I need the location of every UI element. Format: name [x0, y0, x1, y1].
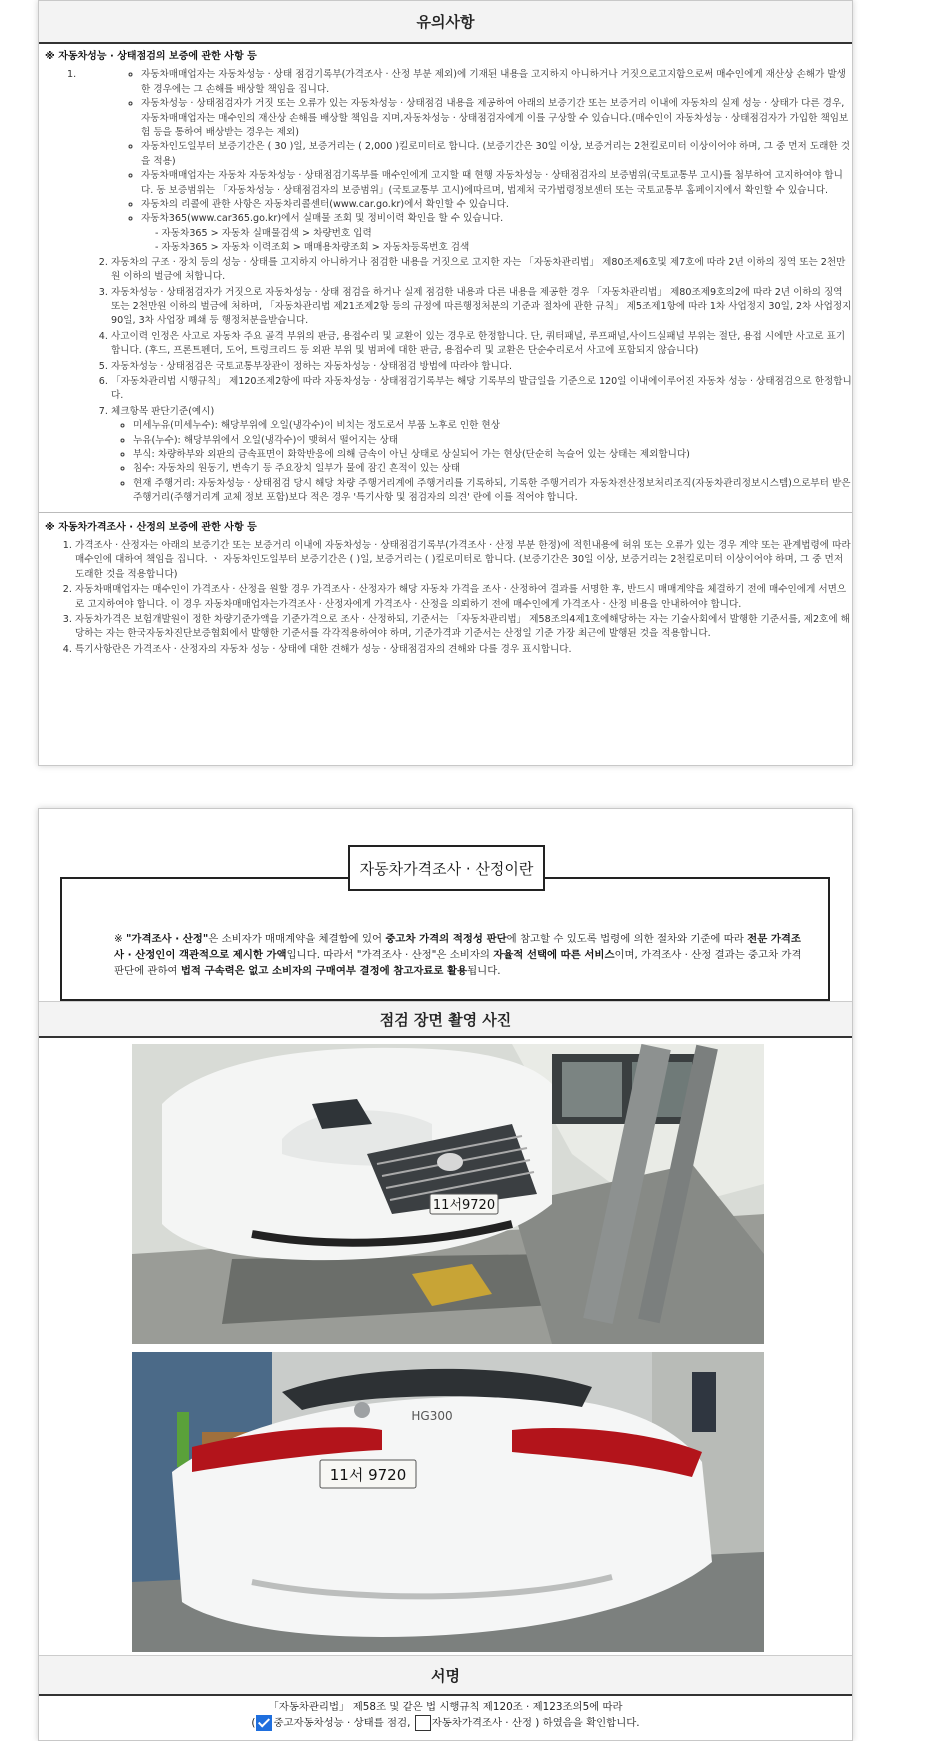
section1-item: 2. 자동차의 구조 · 장치 등의 성능 · 상태를 고지하지 아니하거나 점검한 내용을 거짓으로 고지한 자는 「자동차관리법」 제80조제6호및 제7호에 따라 2년 이하의 징역 또는 2천만원 이하의 벌금에 처합니다.: [111, 256, 852, 285]
item1-bullet: ◦ 자동차인도일부터 보증기간은 ( 30 )일, 보증거리는 ( 2,000 )킬로미터로 합니다. (보증기간은 30일 이상, 보증거리는 2천킬로미터 이상이어야 하며, 그 중 먼저 도래한 것을 적용): [141, 140, 852, 169]
section1-list: [39, 256, 852, 506]
photo-sheet: [38, 808, 853, 1741]
item1-bullet: ◦ 자동차의 리콜에 관한 사항은 자동차리콜센터(www.car.go.kr)에서 확인할 수 있습니다.: [141, 198, 852, 212]
section1-item: 6. 「자동차관리법 시행규칙」 제120조제2항에 따라 자동차성능 · 상태점검기록부는 해당 기록부의 발급일을 기준으로 120일 이내에이루어진 자동차 성능 · 상태점검으로 한정합니다.: [111, 375, 852, 404]
criteria-item: ◦ 미세누유(미세누수): 해당부위에 오일(냉각수)이 비치는 정도로서 부품 노후로 인한 현상: [133, 419, 852, 433]
rear-badge-text: HG300: [411, 1409, 453, 1423]
signature-title: 서명: [39, 1655, 852, 1696]
rear-car-photo: [132, 1352, 764, 1652]
definition-text: ※ "가격조사 · 산정"은 소비자가 매매계약을 체결함에 있어 중고차 가격의 적정성 판단에 참고할 수 있도록 법령에 의한 절차와 기준에 따라 전문 가격조사 · 산정인이 객관적으로 제시한 가액입니다. 따라서 "가격조사 · 산정"은 소비자의 자율적 선택에 따른 서비스이며, 가격조사 · 산정 결과는 중고차 가격판단에 관하여 법적 구속력은 없고 소비자의 구매여부 결정에 참고자료로 활용됩니다.: [114, 933, 802, 977]
signature-body: [39, 1695, 852, 1731]
section2-item: 2. 자동차매매업자는 매수인이 가격조사 · 산정을 원할 경우 가격조사 · 산정자가 해당 자동차 가격을 조사 · 산정하여 결과를 서명한 후, 반드시 매매계약을 체결하기 전에 매수인에게 서면으로 고지하여야 합니다. 이 경우 자동차매매업자는가격조사 · 산정자에게 가격조사 · 산정을 의뢰하기 전에 매수인에게 가격조사 · 산정 비용을 안내하여야 합니다.: [75, 583, 852, 612]
notice-title: 유의사항: [39, 1, 852, 44]
criteria-item: ◦ 부식: 차량하부와 외판의 금속표면이 화학반응에 의해 금속이 아닌 상태로 상실되어 가는 현상(단순히 녹슬어 있는 상태는 제외합니다): [133, 448, 852, 462]
section1-heading: ※ 자동차성능 · 상태점검의 보증에 관한 사항 등: [45, 51, 257, 62]
section2-item: 4. 특기사항란은 가격조사 · 산정자의 자동차 성능 · 상태에 대한 견해가 성능 · 상태점검자의 견해와 다를 경우 표시합니다.: [75, 643, 852, 657]
price-checkbox[interactable]: [415, 1715, 431, 1731]
inspection-option-label: 중고자동차성능 · 상태를 점검,: [273, 1717, 411, 1729]
section1-item: 4. 사고이력 인정은 사고로 자동차 주요 골격 부위의 판금, 용접수리 및 교환이 있는 경우로 한정합니다. 단, 쿼터패널, 루프패널,사이드실패널 부위는 절단, 용접 시에만 사고로 표기합니다. (후드, 프론트펜더, 도어, 트렁크리드 등 외판 부위 및 범퍼에 대한 판금, 용접수리 및 교환은 단순수리로서 사고에 포함되지 않습니다): [111, 330, 852, 359]
criteria-item: ◦ 누유(누수): 해당부위에서 오일(냉각수)이 맺혀서 떨어지는 상태: [133, 434, 852, 448]
section2-list: [39, 539, 852, 657]
section1-item: 3. 자동차성능 · 상태점검자가 거짓으로 자동차성능 · 상태 점검을 하거나 실제 점검한 내용과 다른 내용을 제공한 경우 「자동차관리법」 제80조제9호의2에 따라 2년 이하의 징역 또는 2천만원 이하의 벌금에 처하며, 「자동차관리법 제21조제2항 등의 규정에 따른행정처분의 기준과 절차에 관한 규칙」 제5조제1항에 따라 1차 사업정지 30일, 2차 사업정지 90일, 3차 사업장 폐쇄 등 행정처분을받습니다.: [111, 286, 852, 329]
criteria-item: ◦ 침수: 자동차의 원동기, 변속기 등 주요장치 일부가 물에 잠긴 흔적이 있는 상태: [133, 462, 852, 476]
price-option-label: 자동차가격조사 · 산정: [431, 1717, 532, 1729]
item1-bullet: [141, 212, 852, 255]
item1-bullets: [97, 68, 852, 255]
front-plate-text: 11서9720: [432, 1198, 496, 1213]
item1-bullet: ◦ 자동차매매업자는 자동차 자동차성능 · 상태점검기록부를 매수인에게 고지할 때 현행 자동차성능 · 상태점검자의 보증범위(국토교통부 고시)를 첨부하여 고지하여야 합니다. 동 보증범위는 「자동차성능 · 상태점검자의 보증범위」(국토교통부 고시)에따르며, 법제처 국가법령정보센터 또는 국토교통부 홈페이지에서 확인할 수 있습니다.: [141, 169, 852, 198]
section1-item1: [39, 68, 852, 255]
section1-item: [111, 405, 852, 506]
notice-sheet: [38, 0, 853, 766]
item1-path: - 자동차365 > 자동차 실매물검색 > 차량번호 입력: [155, 227, 372, 239]
item1-bullet: ◦ 자동차매매업자는 자동차성능 · 상태 점검기록부(가격조사 · 산정 부분 제외)에 기재된 내용을 고지하지 아니하거나 거짓으로고지함으로써 매수인에게 재산상 손해가 발생한 경우에는 그 손해를 배상할 책임을 집니다.: [141, 68, 852, 97]
front-car-photo: [132, 1044, 764, 1344]
item1-bullet: ◦ 자동차성능 · 상태점검자가 거짓 또는 오류가 있는 자동차성능 · 상태점검 내용을 제공하여 아래의 보증기간 또는 보증거리 이내에 자동차의 실제 성능 · 상태가 다른 경우, 자동차매매업자는 매수인의 재산상 손해를 배상할 책임을 지며,자동차성능 · 상태점검자에게 이를 구상할 수 있습니다.(매수인이 자동차성능 · 상태점검자가 가입한 책임보험 등을 통하여 배상받는 경우는 제외): [141, 97, 852, 140]
section2-item: 1. 가격조사 · 산정자는 아래의 보증기간 또는 보증거리 이내에 자동차성능 · 상태점검기록부(가격조사 · 산정 부분 한정)에 적힌내용에 허위 또는 오류가 있는 경우 계약 또는 관계법령에 따라 매수인에 대하여 책임을 집니다. ㆍ 자동차인도일부터 보증기간은 ( )일, 보증거리는 ( )킬로미터로 합니다. (보증기간은 30일 이상, 보증거리는 2천킬로미터 이상이어야 하며, 그 중 먼저 도래한 것을 적용합니다): [75, 539, 852, 582]
item1-path: - 자동차365 > 자동차 이력조회 > 매매용차량조회 > 자동차등록번호 검색: [155, 242, 470, 254]
item1-label: 1.: [67, 69, 77, 81]
photos-title: 점검 장면 촬영 사진: [39, 1001, 852, 1038]
item1-bullet-text: 자동차365(www.car365.go.kr)에서 실매물 조회 및 정비이력 확인을 할 수 있습니다.: [141, 213, 504, 225]
criteria-item: ◦ 현재 주행거리: 자동차성능 · 상태점검 당시 해당 차량 주행거리계에 주행거리를 기록하되, 기록한 주행거리가 자동차전산정보처리조직(자동차관리정보시스템)으로부터 받은 주행거리(주행거리계 교체 정보 포함)보다 적은 경우 '특기사항 및 점검자의 의견' 란에 이를 적어야 합니다.: [133, 477, 852, 506]
criteria-heading: 체크항목 판단기준(예시): [111, 405, 215, 417]
signature-line2: ( 중고자동차성능 · 상태를 점검, 자동차가격조사 · 산정 ) 하였음을 확인합니다.: [251, 1717, 640, 1729]
inspection-checkbox[interactable]: [256, 1715, 272, 1731]
section1-item: 5. 자동차성능 · 상태점검은 국토교통부장관이 정하는 자동차성능 · 상태점검 방법에 따라야 합니다.: [111, 360, 852, 374]
section2-item: 3. 자동차가격은 보험개발원이 정한 차량기준가액을 기준가격으로 조사 · 산정하되, 기준서는 「자동차관리법」 제58조의4제1호에해당하는 자는 기술사회에서 발행한 기준서를, 제2호에 해당하는 자는 한국자동차진단보증협회에서 발행한 기준서를 각각적용하여야 하며, 기준가격과 기준서는 산정일 기준 가장 최근에 발행된 것을 적용합니다.: [75, 613, 852, 642]
definition-section: [39, 809, 852, 1001]
definition-title: 자동차가격조사 · 산정이란: [348, 845, 545, 891]
inspection-photo-rear: [132, 1352, 764, 1652]
section2-heading: ※ 자동차가격조사 · 산정의 보증에 관한 사항 등: [39, 512, 852, 539]
inspection-photo-front: [132, 1044, 764, 1344]
notice-body: [39, 44, 852, 657]
rear-plate-text: 11서 9720: [329, 1466, 407, 1484]
criteria-list: [111, 419, 852, 505]
signature-line1: 「자동차관리법」 제58조 및 같은 법 시행규칙 제120조 · 제123조의5에 따라: [268, 1701, 623, 1713]
